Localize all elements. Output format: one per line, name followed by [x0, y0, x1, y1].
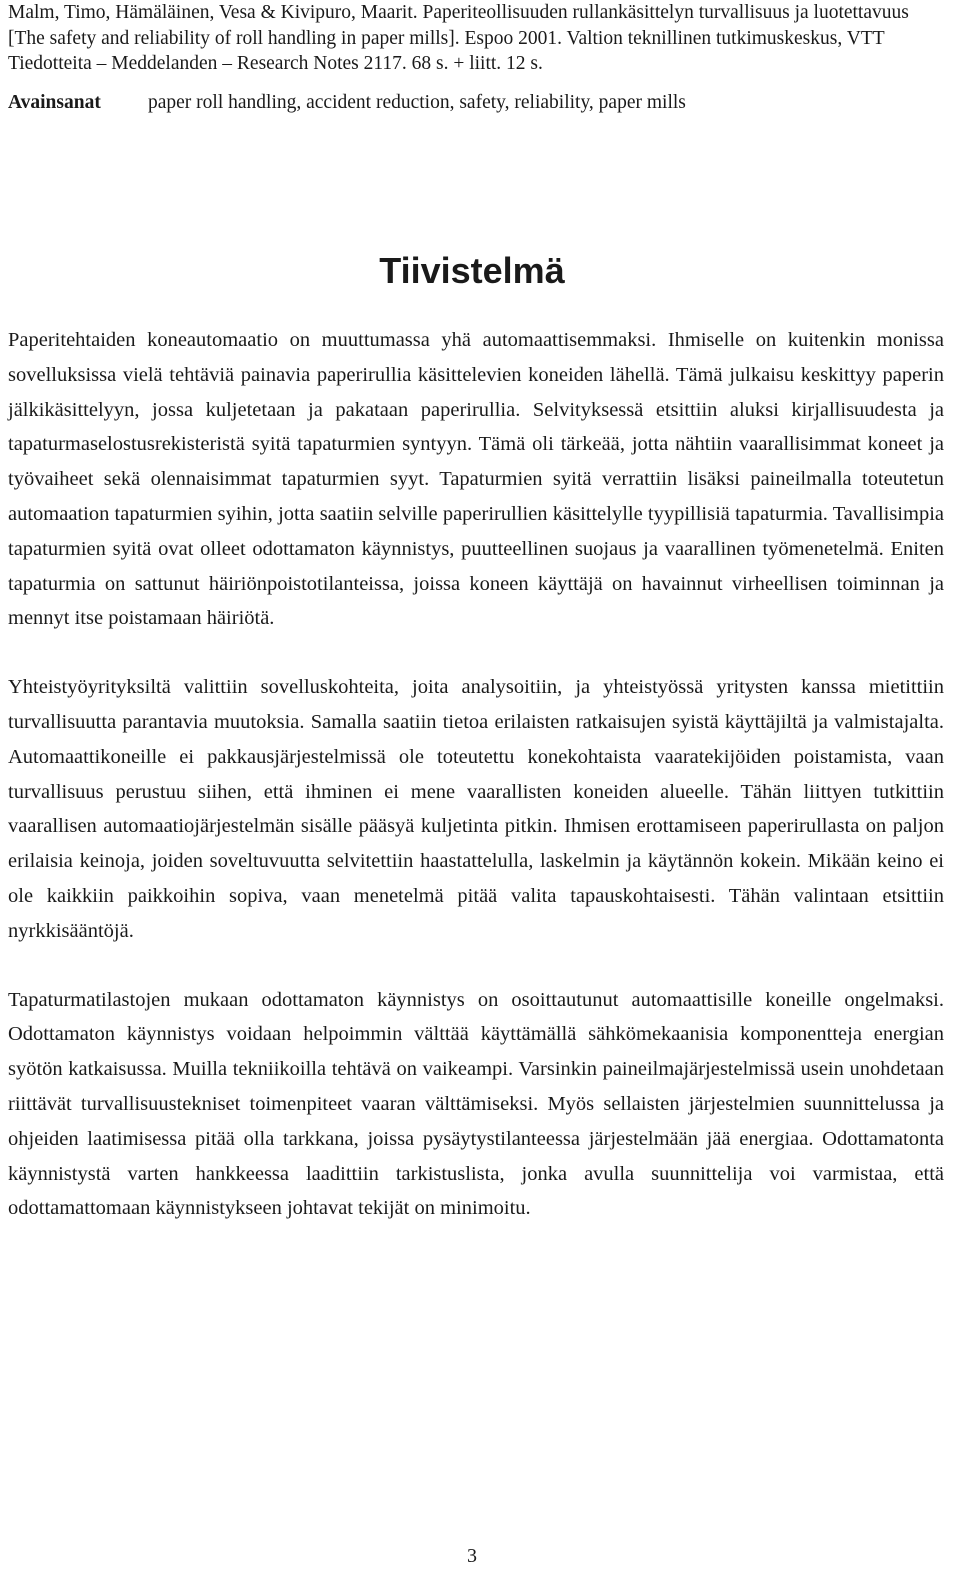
abstract-paragraph: Tapaturmatilastojen mukaan odottamaton käynnistys on osoittautunut automaattisille koneille ongelmaksi. Odottamaton käynnistys voidaan helpoimmin välttää käyttämällä sähkömekaanisia komponentteja energian syötön katkaisussa. Muilla tekniikoilla tehtävä on vaikeampi. Varsinkin paineilmajärjestelmissä usein unohdetaan riittävät turvallisuustekniset toimenpiteet vaaran välttämiseksi. Myös sellaisten järjestelmien suunnittelussa ja ohjeiden laatimisessa pitää olla tarkkana, joissa pysäytystilanteessa järjestelmään jää energiaa. Odottamatonta käynnistystä varten hankkeessa laadittiin tarkistuslista, jonka avulla suunnittelija voi varmistaa, että odottamattomaan käynnistykseen johtavat tekijät on minimoitu.	[8, 988, 944, 1220]
keywords-row	[8, 90, 948, 116]
abstract-paragraph: Paperitehtaiden koneautomaatio on muuttumassa yhä automaattisemmaksi. Ihmiselle on kuitenkin monissa sovelluksissa vielä tehtäviä painavia paperirullia käsittelevien koneiden lähellä. Tämä julkaisu keskittyy paperin jälkikäsittelyyn, jossa kuljetetaan ja pakataan paperirullia. Selvityksessä etsittiin aluksi kirjallisuudesta ja tapaturmaselostusrekisteristä syitä tapaturmien syntyyn. Tämä oli tärkeää, jotta nähtiin vaarallisimmat koneet ja työvaiheet sekä olennaisimmat tapaturmien syyt. Tapaturmien syitä verrattiin lisäksi paineilmalla toteutetun automaation tapaturmien syihin, jotta saatiin selville paperirullien käsittelylle tyypillisiä tapaturmia. Tavallisimpia tapaturmien syitä ovat olleet odottamaton käynnistys, puutteellinen suojaus ja vaarallinen työmenetelmä. Eniten tapaturmia on sattunut häiriönpoistotilanteissa, joissa koneen käyttäjä on havainnut virheellisen toiminnan ja mennyt itse poistamaan häiriötä.	[8, 329, 944, 630]
keywords-value: paper roll handling, accident reduction, safety, reliability, paper mills	[148, 92, 686, 113]
keywords-label: Avainsanat	[8, 92, 101, 113]
page-number: 3	[467, 1545, 477, 1567]
abstract-body	[8, 323, 944, 1226]
abstract-paragraph: Yhteistyöyrityksiltä valittiin sovelluskohteita, joita analysoitiin, ja yhteistyössä yritysten kanssa mietittiin turvallisuutta parantavia muutoksia. Samalla saatiin tietoa erilaisten ratkaisujen syistä käyttäjiltä ja valmistajalta. Automaattikoneille ei pakkausjärjestelmissä ole toteutettu konekohtaista vaaratekijöiden poistamista, vaan turvallisuus perustuu siihen, että ihminen ei mene vaarallisten koneiden alueelle. Tähän liittyen tutkittiin vaarallisen automaatiojärjestelmän sisälle pääsyä kuljetinta pitkin. Ihmisen erottamiseen paperirullasta on paljon erilaisia keinoja, joiden soveltuvuutta selvitettiin haastattelulla, laskelmin ja käytännön kokein. Mikään keino ei ole kaikkiin paikkoihin sopiva, vaan menetelmä pitää valita tapauskohtaisesti. Tähän valintaan etsittiin nyrkkisääntöjä.	[8, 676, 944, 942]
section-title: Tiivistelmä	[379, 250, 565, 291]
citation: Malm, Timo, Hämäläinen, Vesa & Kivipuro, Maarit. Paperiteollisuuden rullankäsittelyn turvallisuus ja luotettavuus [The safety and reliability of roll handling in paper mills]. Espoo 2001. Valtion teknillinen tutkimuskeskus, VTT Tiedotteita – Meddelanden – Research Notes 2117. 68 s. + liitt. 12 s.	[8, 2, 909, 74]
